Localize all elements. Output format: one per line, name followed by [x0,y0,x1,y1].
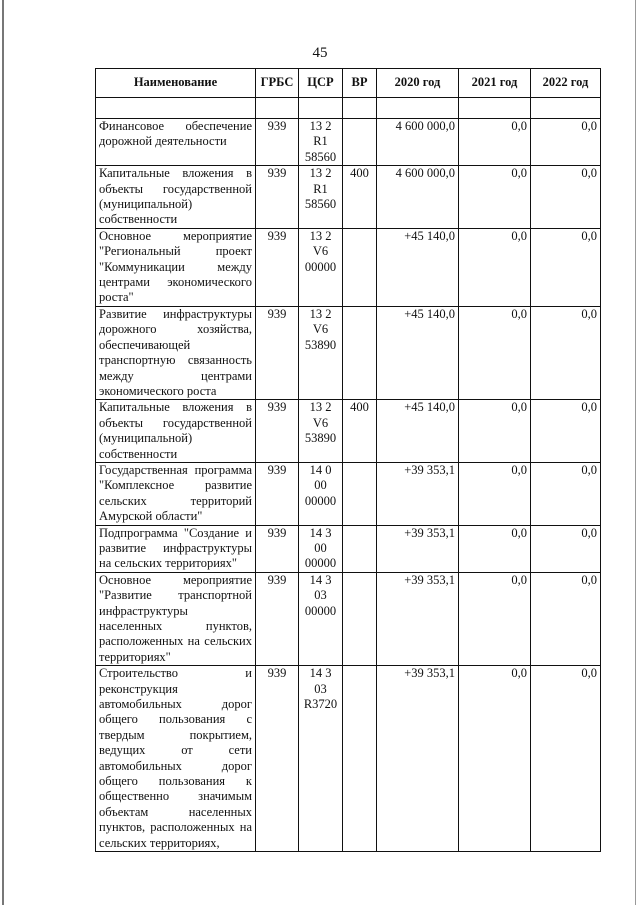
page-number: 45 [312,45,328,61]
cell-2021: 0,0 [459,462,531,525]
table-spacer-row [96,98,601,119]
cell-vr: 400 [343,166,377,229]
scan-edge-left [2,0,4,905]
cell-csr: 14 3 00 00000 [299,525,343,572]
cell-csr: 13 2 R1 58560 [299,119,343,166]
table-row [96,166,601,229]
cell-2020: +39 353,1 [377,525,459,572]
cell-2020: +45 140,0 [377,306,459,399]
header-2021: 2021 год [459,69,531,98]
table-row [96,462,601,525]
cell-2021: 0,0 [459,572,531,665]
cell-name: Капитальные вложения в объекты государственной (муниципальной) собственности [96,166,256,229]
cell-2020: +45 140,0 [377,400,459,463]
cell-csr: 14 3 03 R3720 [299,666,343,852]
header-vr: ВР [343,69,377,98]
cell-2022: 0,0 [531,666,601,852]
cell-vr: 400 [343,400,377,463]
cell-2022: 0,0 [531,166,601,229]
cell-2021: 0,0 [459,400,531,463]
cell-csr: 13 2 V6 00000 [299,228,343,306]
cell-2020: 4 600 000,0 [377,166,459,229]
cell-vr [343,306,377,399]
table-row [96,400,601,463]
cell-2021: 0,0 [459,666,531,852]
table-row [96,119,601,166]
table-header-row [96,69,601,98]
cell-csr: 13 2 V6 53890 [299,306,343,399]
cell-2021: 0,0 [459,166,531,229]
cell-vr [343,525,377,572]
cell-2022: 0,0 [531,119,601,166]
cell-2022: 0,0 [531,525,601,572]
cell-2022: 0,0 [531,306,601,399]
scan-edge-right [635,0,636,905]
cell-grbs: 939 [256,119,299,166]
cell-2021: 0,0 [459,228,531,306]
cell-name: Государственная программа "Комплексное развитие сельских территорий Амурской области" [96,462,256,525]
cell-vr [343,119,377,166]
cell-name: Развитие инфраструктуры дорожного хозяйства, обеспечивающей транспортную связанность между центрами экономического роста [96,306,256,399]
table-row [96,666,601,852]
cell-csr: 13 2 V6 53890 [299,400,343,463]
cell-2020: 4 600 000,0 [377,119,459,166]
cell-csr: 14 0 00 00000 [299,462,343,525]
cell-vr [343,462,377,525]
table-row [96,572,601,665]
cell-grbs: 939 [256,228,299,306]
cell-2020: +39 353,1 [377,462,459,525]
cell-grbs: 939 [256,400,299,463]
cell-grbs: 939 [256,572,299,665]
cell-2022: 0,0 [531,400,601,463]
cell-vr [343,572,377,665]
cell-2021: 0,0 [459,306,531,399]
header-csr: ЦСР [299,69,343,98]
table-row [96,228,601,306]
cell-2020: +45 140,0 [377,228,459,306]
cell-name: Строительство и реконструкция автомобильных дорог общего пользования с твердым покрытием, ведущих от сети автомобильных дорог общего пользования к общественно значимым объектам населенных пунктов, расположенных на сельских территориях, [96,666,256,852]
cell-2021: 0,0 [459,525,531,572]
header-2020: 2020 год [377,69,459,98]
table-row [96,306,601,399]
cell-2022: 0,0 [531,572,601,665]
budget-table [95,68,601,852]
cell-2022: 0,0 [531,462,601,525]
cell-csr: 13 2 R1 58560 [299,166,343,229]
table-row [96,525,601,572]
cell-vr [343,666,377,852]
header-2022: 2022 год [531,69,601,98]
cell-name: Основное мероприятие "Региональный проект "Коммуникации между центрами экономического роста" [96,228,256,306]
cell-grbs: 939 [256,525,299,572]
cell-vr [343,228,377,306]
cell-grbs: 939 [256,166,299,229]
cell-2020: +39 353,1 [377,572,459,665]
cell-2022: 0,0 [531,228,601,306]
header-grbs: ГРБС [256,69,299,98]
cell-grbs: 939 [256,306,299,399]
cell-grbs: 939 [256,462,299,525]
cell-2021: 0,0 [459,119,531,166]
cell-csr: 14 3 03 00000 [299,572,343,665]
cell-name: Финансовое обеспечение дорожной деятельности [96,119,256,166]
cell-2020: +39 353,1 [377,666,459,852]
cell-name: Основное мероприятие "Развитие транспортной инфраструктуры населенных пунктов, расположенных на сельских территориях" [96,572,256,665]
cell-name: Капитальные вложения в объекты государственной (муниципальной) собственности [96,400,256,463]
cell-name: Подпрограмма "Создание и развитие инфраструктуры на сельских территориях" [96,525,256,572]
cell-grbs: 939 [256,666,299,852]
header-name: Наименование [96,69,256,98]
